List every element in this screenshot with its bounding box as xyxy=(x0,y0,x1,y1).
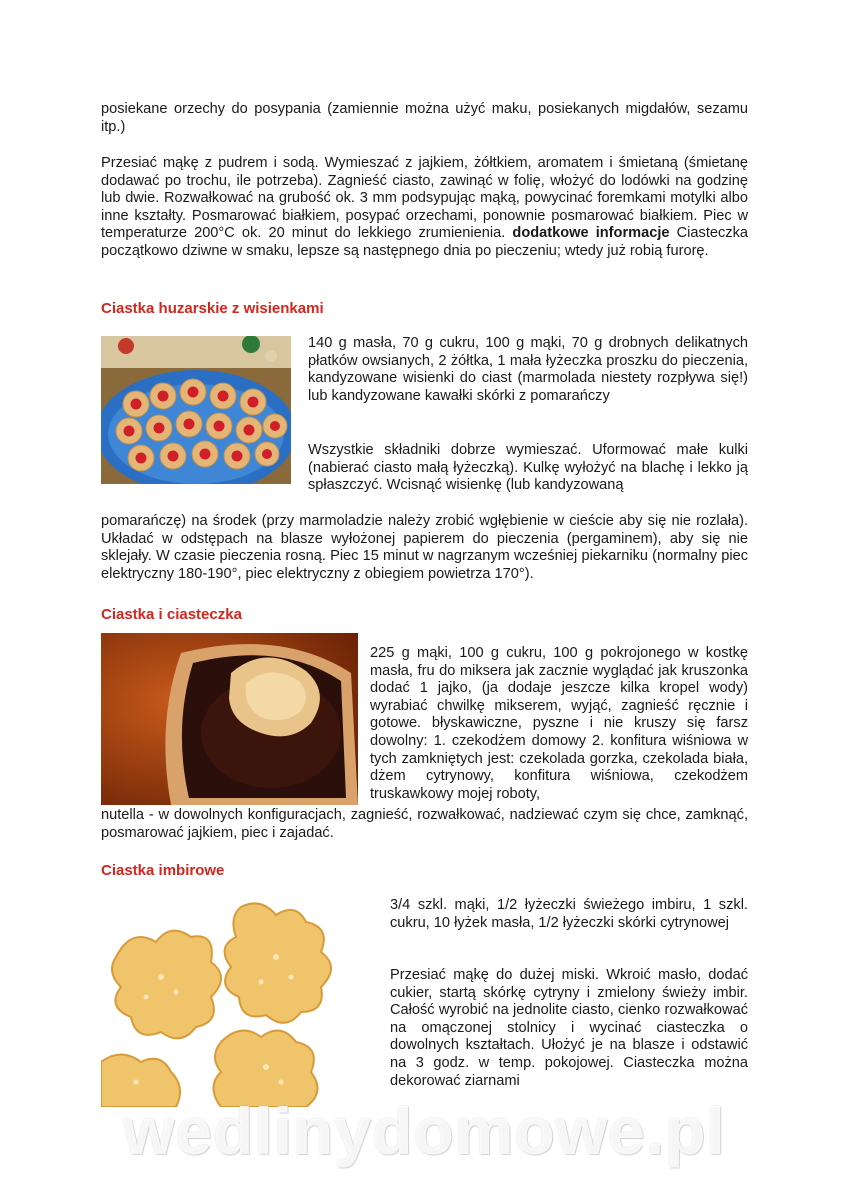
recipe-title-ciastka-i-ciasteczka: Ciastka i ciasteczka xyxy=(101,606,242,623)
filled-tart-photo xyxy=(101,633,358,805)
intro-paragraph-2 xyxy=(101,155,748,261)
ginger-cookies-photo xyxy=(101,897,346,1107)
intro-paragraph-1: posiekane orzechy do posypania (zamiennie można użyć maku, posiekanych migdałów, sezamu itp.) xyxy=(101,101,748,135)
recipe3-method: Przesiać mąkę do dużej miski. Wkroić masło, dodać cukier, startą skórkę cytryny i zmielony świeży imbir. Całość wyrobić na jednolite ciasto, cienko rozwałkować na omączonej stolnicy i wycinać ciasteczka o dowolnych kształtach. Ułożyć je na blasze i odstawić na 3 godz. w temp. pokojowej. Ciasteczka można dekorować ziarnami xyxy=(390,967,748,1089)
recipe3-ingredients: 3/4 szkl. mąki, 1/2 łyżeczki świeżego imbiru, 1 szkl. cukru, 10 łyżek masła, 1/2 łyżeczki skórki cytrynowej xyxy=(390,897,748,931)
additional-info-label: dodatkowe informacje xyxy=(512,225,670,242)
site-watermark: wedlinydomowe.pl xyxy=(123,1094,726,1168)
recipe1-method-continued: pomarańczę) na środek (przy marmoladzie należy zrobić wgłębienie w cieście aby się nie rozlała). Układać w odstępach na blasze wyłożonej papierem do pieczenia (pergaminem), aby się nie sklejały. W czasie pieczenia rosną. Piec 15 minut w nagrzanym wcześniej piekarniku (normalny piec elektryczny 180-190°, piec elektryczny z obiegiem powietrza 170°). xyxy=(101,513,748,582)
recipe1-method-side: Wszystkie składniki dobrze wymieszać. Uformować małe kulki (nabierać ciasto małą łyżeczką). Kulkę wyłożyć na blachę i lekko ją spłaszczyć. Wcisnąć wisienkę (lub kandyzowaną xyxy=(308,442,748,494)
cherry-cookies-photo xyxy=(101,336,291,484)
intro-text: Przesiać mąkę z pudrem i sodą. Wymieszać z jajkiem, żółtkiem, aromatem i śmietaną (śmietanę dodawać po trochu, ile potrzeba). Zagnieść ciasto, zawinąć w folię, włożyć do lodówki na godzinę lub dwie. Rozwałkować na grubość ok. 3 mm podsypując mąką, powycinać foremkami motylki albo inne kształty. Posmarować białkiem, posypać orzechami, ponownie posmarować białkiem. Piec w temperaturze 200°C ok. 20 minut do lekkiego zrumienienia. xyxy=(101,155,748,242)
recipe2-text-side: 225 g mąki, 100 g cukru, 100 g pokrojonego w kostkę masła, fru do miksera jak zacznie wyglądać jak kruszonka dodać 1 jajko, (ja dodaje jeszcze kilka kropel wody) wyrabiać chwilkę mikserem, wyjąć, zagnieść ręcznie i gotowe. błyskawiczne, pyszne i nie kruszy się farsz dowolny: 1. czekodżem domowy 2. konfitura wiśniowa w tych zamkniętych jest: czekolada gorzka, czekolada biała, dżem cytrynowy, konfitura wiśniowa, czekodżem truskawkowy mojej roboty, xyxy=(370,645,748,802)
recipe-title-huzarskie: Ciastka huzarskie z wisienkami xyxy=(101,300,324,317)
recipe1-ingredients: 140 g masła, 70 g cukru, 100 g mąki, 70 g drobnych delikatnych płatków owsianych, 2 żółtka, 1 mała łyżeczka proszku do pieczenia, kandyzowane wisienki do ciast (marmolada niestety rozpływa się!) lub kandyzowane kawałki skórki z pomarańczy xyxy=(308,335,748,404)
intro-text-end: Ciasteczka początkowo dziwne w smaku, lepsze są następnego dnia po pieczeniu; wtedy już robią furorę. xyxy=(101,225,748,259)
recipe-title-imbirowe: Ciastka imbirowe xyxy=(101,862,225,879)
recipe2-text-continued: nutella - w dowolnych konfiguracjach, zagnieść, rozwałkować, nadziewać czym się chce, zamknąć, posmarować jajkiem, piec i zajadać. xyxy=(101,807,748,841)
